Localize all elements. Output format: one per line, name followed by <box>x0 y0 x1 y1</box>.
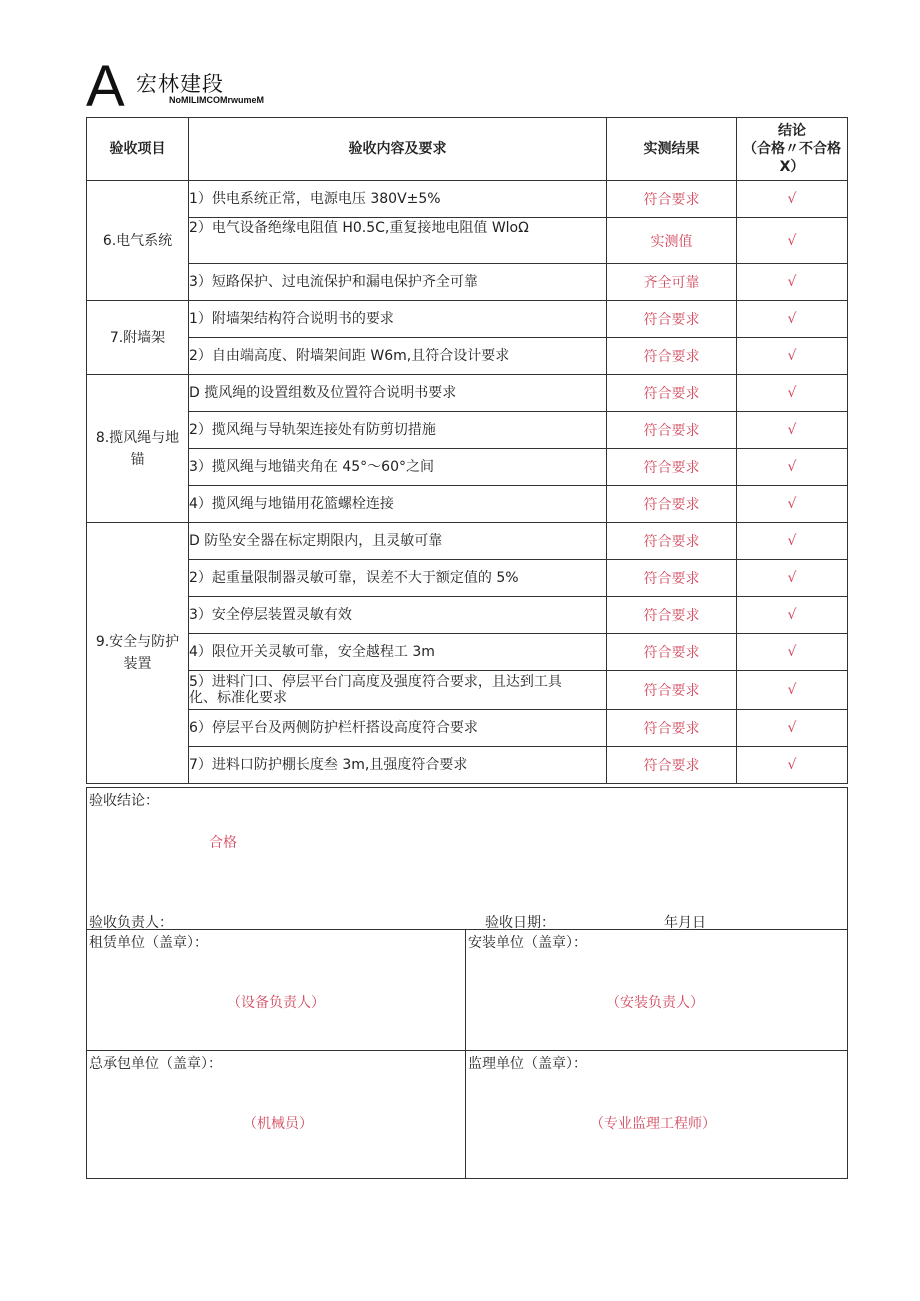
check-mark: √ <box>737 218 848 264</box>
supervision-unit-signer: （专业监理工程师） <box>590 1116 716 1132</box>
table-header <box>87 118 848 181</box>
result-cell: 符合要求 <box>607 301 737 338</box>
table-row <box>87 264 848 301</box>
col-item-header: 验收项目 <box>87 118 189 181</box>
check-mark: √ <box>737 486 848 523</box>
result-cell: 实测值 <box>607 218 737 264</box>
install-unit-signer: （安装负责人） <box>606 995 704 1011</box>
result-cell: 符合要求 <box>607 710 737 747</box>
check-mark: √ <box>737 301 848 338</box>
result-cell: 符合要求 <box>607 486 737 523</box>
result-cell: 符合要求 <box>607 375 737 412</box>
requirement-cell: 5）进料门口、停层平台门高度及强度符合要求，且达到工具 化、标准化要求 <box>189 671 607 710</box>
rental-unit-signer: （设备负责人） <box>227 995 325 1011</box>
company-name-en: NoMILIMCOMrwumeM <box>169 95 264 105</box>
general-contractor-signer: （机械员） <box>243 1116 313 1132</box>
company-name-cn: 宏林建段 <box>136 72 224 96</box>
requirement-cell: 7）进料口防护棚长度叁 3m,且强度符合要求 <box>189 747 607 784</box>
col-conclusion-header: 结论 （合格〃不合格 X） <box>737 118 848 181</box>
date-suffix: 年月日 <box>664 915 706 931</box>
category-cell: 9.安全与防护 装置 <box>87 523 189 784</box>
table-row <box>87 710 848 747</box>
table-row <box>87 560 848 597</box>
check-mark: √ <box>737 523 848 560</box>
result-cell: 符合要求 <box>607 634 737 671</box>
table-row <box>87 412 848 449</box>
check-mark: √ <box>737 560 848 597</box>
table-row <box>87 597 848 634</box>
check-mark: √ <box>737 747 848 784</box>
check-mark: √ <box>737 264 848 301</box>
table-row <box>87 181 848 218</box>
rental-unit-cell <box>87 930 466 1051</box>
conclusion-label: 验收结论： <box>89 793 159 809</box>
table-row <box>87 523 848 560</box>
table-row <box>87 671 848 710</box>
table-row <box>87 634 848 671</box>
check-mark: √ <box>737 634 848 671</box>
requirement-cell: 3）短路保护、过电流保护和漏电保护齐全可靠 <box>189 264 607 301</box>
supervision-unit-cell <box>466 1051 848 1179</box>
result-cell: 符合要求 <box>607 338 737 375</box>
requirement-cell: 6）停层平台及两侧防护栏杆搭设高度符合要求 <box>189 710 607 747</box>
install-unit-label: 安装单位（盖章）： <box>468 935 587 951</box>
logo-letter: A <box>86 54 125 119</box>
check-mark: √ <box>737 375 848 412</box>
table-row <box>87 338 848 375</box>
table-row <box>87 747 848 784</box>
conclusion-section <box>87 788 848 930</box>
requirement-cell: D 揽风绳的设置组数及位置符合说明书要求 <box>189 375 607 412</box>
check-mark: √ <box>737 412 848 449</box>
result-cell: 符合要求 <box>607 449 737 486</box>
result-cell: 符合要求 <box>607 597 737 634</box>
table-row <box>87 486 848 523</box>
conclusion-value: 合格 <box>209 835 237 851</box>
requirement-cell: 2）揽风绳与导轨架连接处有防剪切措施 <box>189 412 607 449</box>
requirement-cell: 1）附墙架结构符合说明书的要求 <box>189 301 607 338</box>
check-mark: √ <box>737 597 848 634</box>
general-contractor-cell <box>87 1051 466 1179</box>
table-row <box>87 375 848 412</box>
check-mark: √ <box>737 181 848 218</box>
requirement-cell: 2）电气设备绝缘电阻值 H0.5C,重复接地电阻值 WloΩ <box>189 218 607 264</box>
table-row <box>87 301 848 338</box>
inspection-table <box>86 117 848 784</box>
responsible-label: 验收负责人： <box>89 915 173 931</box>
requirement-cell: 3）安全停层装置灵敏有效 <box>189 597 607 634</box>
signature-table <box>86 787 848 1179</box>
check-mark: √ <box>737 671 848 710</box>
table-row <box>87 449 848 486</box>
result-cell: 符合要求 <box>607 181 737 218</box>
col-content-header: 验收内容及要求 <box>189 118 607 181</box>
install-unit-cell <box>466 930 848 1051</box>
result-cell: 符合要求 <box>607 560 737 597</box>
requirement-cell: 1）供电系统正常，电源电压 380V±5% <box>189 181 607 218</box>
result-cell: 符合要求 <box>607 671 737 710</box>
result-cell: 齐全可靠 <box>607 264 737 301</box>
requirement-cell: 3）揽风绳与地锚夹角在 45°～60°之间 <box>189 449 607 486</box>
result-cell: 符合要求 <box>607 412 737 449</box>
category-cell: 6.电气系统 <box>87 181 189 301</box>
check-mark: √ <box>737 449 848 486</box>
requirement-cell: 2）起重量限制器灵敏可靠，误差不大于额定值的 5% <box>189 560 607 597</box>
rental-unit-label: 租赁单位（盖章）： <box>89 935 208 951</box>
requirement-cell: D 防坠安全器在标定期限内，且灵敏可靠 <box>189 523 607 560</box>
category-cell: 8.揽风绳与地 锚 <box>87 375 189 523</box>
requirement-cell: 2）自由端高度、附墙架间距 W6m,且符合设计要求 <box>189 338 607 375</box>
date-label: 验收日期： <box>485 915 555 931</box>
supervision-unit-label: 监理单位（盖章）： <box>468 1056 587 1072</box>
check-mark: √ <box>737 710 848 747</box>
col-result-header: 实测结果 <box>607 118 737 181</box>
result-cell: 符合要求 <box>607 523 737 560</box>
requirement-cell: 4）揽风绳与地锚用花篮螺栓连接 <box>189 486 607 523</box>
result-cell: 符合要求 <box>607 747 737 784</box>
general-contractor-label: 总承包单位（盖章）： <box>89 1056 222 1072</box>
category-cell: 7.附墙架 <box>87 301 189 375</box>
requirement-cell: 4）限位开关灵敏可靠，安全越程工 3m <box>189 634 607 671</box>
check-mark: √ <box>737 338 848 375</box>
table-row <box>87 218 848 264</box>
